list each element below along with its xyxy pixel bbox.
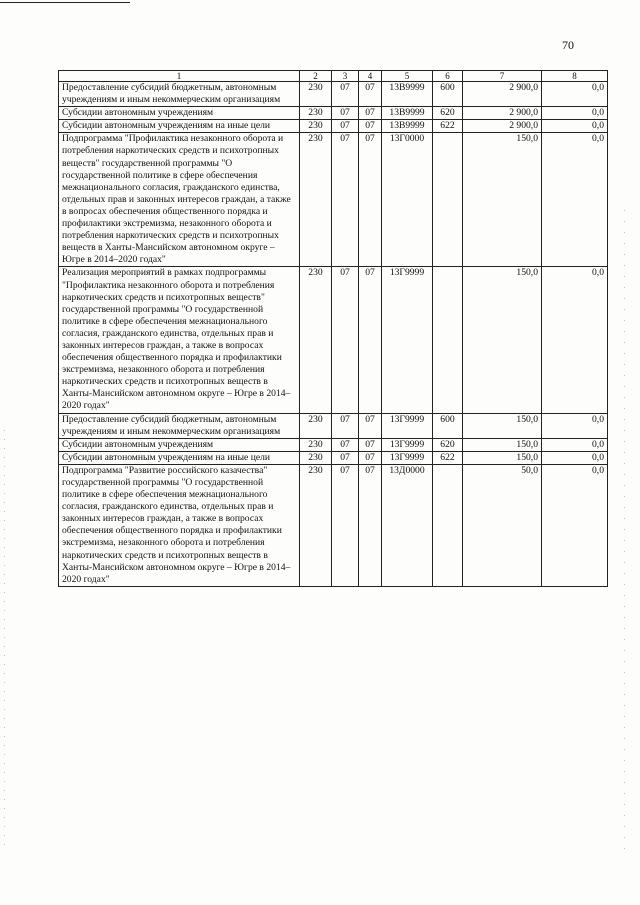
scan-dots-left xyxy=(4,430,5,850)
table-row xyxy=(59,438,608,451)
row-code-expense-type: 620 xyxy=(433,438,463,451)
header-cell-8: 8 xyxy=(542,71,608,82)
row-name: Предоставление субсидий бюджетным, автономным учреждениям и иным некоммерческим организациям xyxy=(59,413,300,438)
row-code-subsection: 07 xyxy=(359,451,382,464)
row-code-target: 13Г9999 xyxy=(382,438,433,451)
row-amount-7: 150,0 xyxy=(463,438,542,451)
row-amount-8: 0,0 xyxy=(542,120,608,133)
row-code-section: 07 xyxy=(332,267,359,413)
table-row xyxy=(59,120,608,133)
top-rule xyxy=(0,2,130,3)
row-amount-8: 0,0 xyxy=(542,107,608,120)
header-cell-1: 1 xyxy=(59,71,300,82)
page-number: 70 xyxy=(562,38,574,52)
table-row xyxy=(59,107,608,120)
header-cell-5: 5 xyxy=(382,71,433,82)
row-code-ministry: 230 xyxy=(300,464,332,586)
table-row xyxy=(59,133,608,267)
row-code-ministry: 230 xyxy=(300,120,332,133)
header-cell-6: 6 xyxy=(433,71,463,82)
scan-dots-right xyxy=(624,210,625,850)
row-code-target: 13В9999 xyxy=(382,82,433,107)
row-code-ministry: 230 xyxy=(300,133,332,267)
header-row xyxy=(59,71,608,82)
row-code-ministry: 230 xyxy=(300,267,332,413)
row-amount-7: 50,0 xyxy=(463,464,542,586)
budget-table xyxy=(58,70,608,587)
row-code-section: 07 xyxy=(332,438,359,451)
header-cell-2: 2 xyxy=(300,71,332,82)
row-code-subsection: 07 xyxy=(359,120,382,133)
row-amount-8: 0,0 xyxy=(542,133,608,267)
row-code-section: 07 xyxy=(332,133,359,267)
row-code-expense-type: 622 xyxy=(433,451,463,464)
table-row xyxy=(59,267,608,413)
row-code-subsection: 07 xyxy=(359,133,382,267)
row-code-expense-type: 620 xyxy=(433,107,463,120)
row-code-subsection: 07 xyxy=(359,438,382,451)
row-code-expense-type xyxy=(433,464,463,586)
row-code-section: 07 xyxy=(332,413,359,438)
row-code-expense-type xyxy=(433,267,463,413)
row-amount-7: 150,0 xyxy=(463,451,542,464)
row-code-target: 13Д0000 xyxy=(382,464,433,586)
row-code-expense-type: 600 xyxy=(433,82,463,107)
row-code-target: 13Г9999 xyxy=(382,451,433,464)
row-amount-8: 0,0 xyxy=(542,451,608,464)
row-name: Подпрограмма "Развитие российского казачества" государственной программы "О государственной политике в сфере обеспечения межнационального согласия, гражданского единства, отдельных прав и законных интересов граждан, а также в вопросах обеспечения общественного порядка и профилактики экстремизма, незаконного оборота и потребления наркотических средств и психотропных веществ в Ханты-Мансийском автономном округе – Югре в 2014–2020 годах" xyxy=(59,464,300,586)
row-name: Субсидии автономным учреждениям xyxy=(59,107,300,120)
row-code-subsection: 07 xyxy=(359,413,382,438)
header-cell-3: 3 xyxy=(332,71,359,82)
row-amount-7: 2 900,0 xyxy=(463,82,542,107)
header-cell-7: 7 xyxy=(463,71,542,82)
row-code-subsection: 07 xyxy=(359,267,382,413)
row-name: Субсидии автономным учреждениям xyxy=(59,438,300,451)
row-code-ministry: 230 xyxy=(300,438,332,451)
row-name: Реализация мероприятий в рамках подпрограммы "Профилактика незаконного оборота и потребления наркотических средств и психотропных веществ" государственной программы "О государственной политике в сфере обеспечения межнационального согласия, гражданского единства, отдельных прав и законных интересов граждан, а также в вопросах обеспечения общественного порядка и профилактики экстремизма, незаконного оборота и потребления наркотических средств и психотропных веществ в Ханты-Мансийском автономном округе – Югре в 2014–2020 годах" xyxy=(59,267,300,413)
row-amount-7: 2 900,0 xyxy=(463,120,542,133)
row-code-ministry: 230 xyxy=(300,107,332,120)
row-code-ministry: 230 xyxy=(300,413,332,438)
row-amount-7: 150,0 xyxy=(463,133,542,267)
row-name: Субсидии автономным учреждениям на иные цели xyxy=(59,451,300,464)
row-code-target: 13Г9999 xyxy=(382,413,433,438)
row-code-section: 07 xyxy=(332,464,359,586)
row-name: Подпрограмма "Профилактика незаконного оборота и потребления наркотических средств и психотропных веществ" государственной программы "О государственной политике в сфере обеспечения межнационального согласия, гражданского единства, отдельных прав и законных интересов граждан, а также в вопросах обеспечения общественного порядка и профилактики экстремизма, незаконного оборота и потребления наркотических средств и психотропных веществ в Ханты-Мансийском автономном округе – Югре в 2014–2020 годах" xyxy=(59,133,300,267)
row-amount-8: 0,0 xyxy=(542,82,608,107)
row-code-expense-type: 600 xyxy=(433,413,463,438)
row-code-target: 13В9999 xyxy=(382,120,433,133)
row-code-target: 13Г0000 xyxy=(382,133,433,267)
row-code-target: 13Г9999 xyxy=(382,267,433,413)
table-row xyxy=(59,451,608,464)
row-name: Предоставление субсидий бюджетным, автономным учреждениям и иным некоммерческим организациям xyxy=(59,82,300,107)
row-code-section: 07 xyxy=(332,120,359,133)
row-name: Субсидии автономным учреждениям на иные цели xyxy=(59,120,300,133)
table-row xyxy=(59,464,608,586)
row-amount-8: 0,0 xyxy=(542,267,608,413)
row-amount-8: 0,0 xyxy=(542,464,608,586)
row-code-subsection: 07 xyxy=(359,107,382,120)
row-code-ministry: 230 xyxy=(300,82,332,107)
table-row xyxy=(59,413,608,438)
header-cell-4: 4 xyxy=(359,71,382,82)
row-amount-7: 150,0 xyxy=(463,413,542,438)
row-code-target: 13В9999 xyxy=(382,107,433,120)
row-amount-8: 0,0 xyxy=(542,413,608,438)
row-code-expense-type: 622 xyxy=(433,120,463,133)
row-code-section: 07 xyxy=(332,451,359,464)
row-code-expense-type xyxy=(433,133,463,267)
row-amount-8: 0,0 xyxy=(542,438,608,451)
row-code-subsection: 07 xyxy=(359,464,382,586)
row-code-ministry: 230 xyxy=(300,451,332,464)
row-code-section: 07 xyxy=(332,107,359,120)
row-amount-7: 2 900,0 xyxy=(463,107,542,120)
table-row xyxy=(59,82,608,107)
row-code-subsection: 07 xyxy=(359,82,382,107)
row-amount-7: 150,0 xyxy=(463,267,542,413)
row-code-section: 07 xyxy=(332,82,359,107)
